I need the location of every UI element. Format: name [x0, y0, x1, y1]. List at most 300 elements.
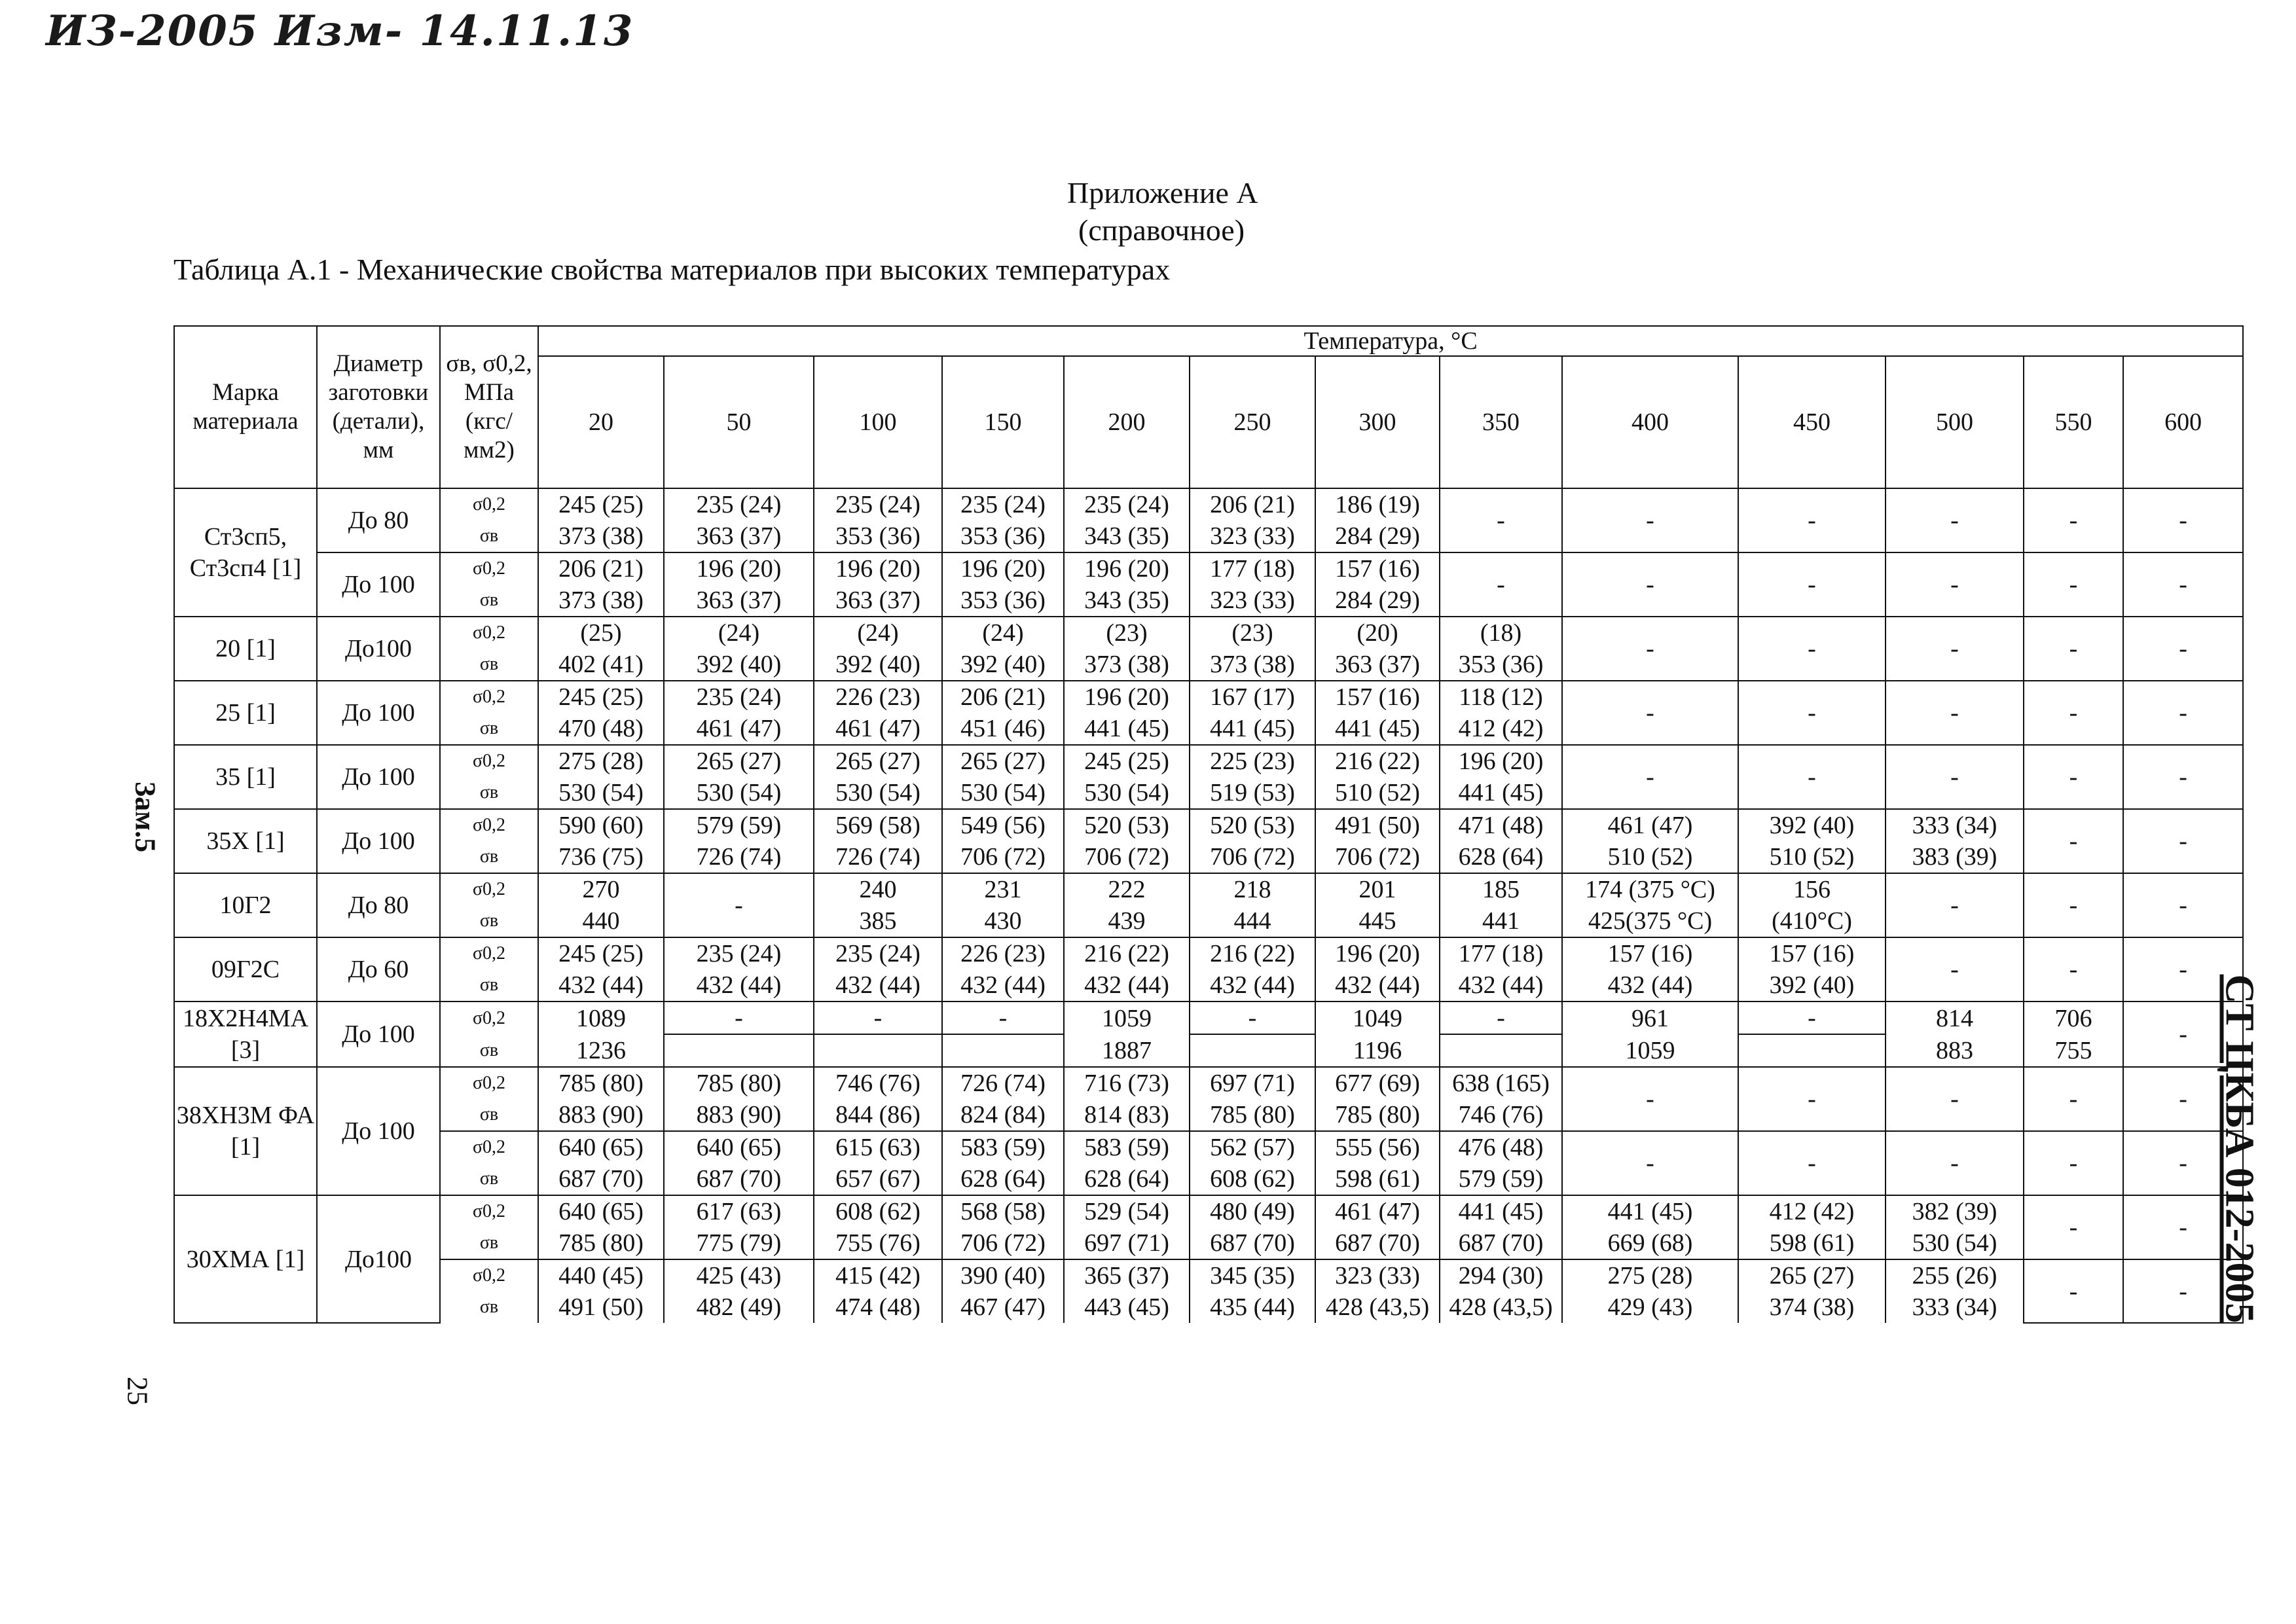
value-cell: - — [1886, 552, 2024, 617]
temperature-header: 250 — [1190, 356, 1315, 488]
value-cell: 275 (28) — [538, 745, 664, 777]
value-cell: 270 — [538, 873, 664, 905]
value-cell: 235 (24) — [814, 937, 942, 969]
value-cell: 353 (36) — [942, 520, 1064, 552]
value-cell: 343 (35) — [1064, 585, 1190, 617]
value-cell: 1887 — [1064, 1034, 1190, 1067]
value-cell: 451 (46) — [942, 713, 1064, 745]
material-grade: 35Х [1] — [174, 809, 317, 873]
value-cell: 755 (76) — [814, 1227, 942, 1259]
value-cell: 196 (20) — [942, 552, 1064, 585]
value-cell: 706 (72) — [942, 1227, 1064, 1259]
diameter-cell: До 100 — [317, 552, 440, 617]
property-label-yield: σ0,2 — [440, 1067, 538, 1099]
material-grade: 30ХМА [1] — [174, 1195, 317, 1323]
property-label-tensile: σв — [440, 1291, 538, 1323]
value-cell: 216 (22) — [1064, 937, 1190, 969]
value-cell: 697 (71) — [1064, 1227, 1190, 1259]
value-cell: - — [2123, 809, 2243, 873]
value-cell: 373 (38) — [1190, 649, 1315, 681]
value-cell: 245 (25) — [538, 488, 664, 520]
value-cell: - — [1738, 681, 1886, 745]
value-cell: 476 (48) — [1440, 1131, 1562, 1163]
value-cell: 245 (25) — [538, 681, 664, 713]
diameter-cell: До100 — [317, 617, 440, 681]
value-cell: - — [1738, 1001, 1886, 1034]
value-cell: 392 (40) — [814, 649, 942, 681]
value-cell: 402 (41) — [538, 649, 664, 681]
value-cell: (23) — [1064, 617, 1190, 649]
value-cell: 157 (16) — [1315, 681, 1440, 713]
value-cell: 706 (72) — [942, 841, 1064, 873]
table-row — [174, 1227, 2243, 1259]
property-label-tensile: σв — [440, 1163, 538, 1195]
value-cell: 240 — [814, 873, 942, 905]
value-cell: 640 (65) — [664, 1131, 814, 1163]
property-label-yield: σ0,2 — [440, 937, 538, 969]
value-cell: 428 (43,5) — [1315, 1291, 1440, 1323]
value-cell: 440 (45) — [538, 1259, 664, 1291]
header-grade: Марка материала — [174, 326, 317, 488]
value-cell: - — [1886, 1131, 2024, 1195]
value-cell: 415 (42) — [814, 1259, 942, 1291]
value-cell: 245 (25) — [1064, 745, 1190, 777]
value-cell: 444 — [1190, 905, 1315, 937]
value-cell: 323 (33) — [1190, 585, 1315, 617]
temperature-header: 600 — [2123, 356, 2243, 488]
value-cell: 628 (64) — [1440, 841, 1562, 873]
value-cell: 245 (25) — [538, 937, 664, 969]
property-label-tensile: σв — [440, 969, 538, 1001]
value-cell: 196 (20) — [1315, 937, 1440, 969]
property-label-yield: σ0,2 — [440, 617, 538, 649]
value-cell: 432 (44) — [1562, 969, 1738, 1001]
value-cell: 640 (65) — [538, 1131, 664, 1163]
value-cell: 628 (64) — [942, 1163, 1064, 1195]
value-cell: 432 (44) — [1315, 969, 1440, 1001]
value-cell: 530 (54) — [664, 777, 814, 809]
value-cell: 231 — [942, 873, 1064, 905]
table-row — [174, 1291, 2243, 1323]
value-cell: 1059 — [1562, 1034, 1738, 1067]
value-cell: - — [1738, 552, 1886, 617]
value-cell: 467 (47) — [942, 1291, 1064, 1323]
value-cell: 177 (18) — [1440, 937, 1562, 969]
value-cell: 510 (52) — [1315, 777, 1440, 809]
value-cell: 265 (27) — [942, 745, 1064, 777]
material-grade: 09Г2С — [174, 937, 317, 1001]
value-cell: 814 (83) — [1064, 1099, 1190, 1131]
value-cell: 471 (48) — [1440, 809, 1562, 841]
value-cell: 824 (84) — [942, 1099, 1064, 1131]
value-cell: 608 (62) — [814, 1195, 942, 1227]
value-cell: - — [2123, 1195, 2243, 1259]
property-label-tensile: σв — [440, 841, 538, 873]
value-cell: 432 (44) — [814, 969, 942, 1001]
value-cell: 345 (35) — [1190, 1259, 1315, 1291]
value-cell: 206 (21) — [1190, 488, 1315, 520]
table-body — [174, 488, 2243, 1323]
value-cell: 491 (50) — [538, 1291, 664, 1323]
value-cell: 706 (72) — [1190, 841, 1315, 873]
value-cell: - — [2024, 1259, 2123, 1323]
value-cell — [1190, 1034, 1315, 1067]
property-label-yield: σ0,2 — [440, 552, 538, 585]
value-cell: 562 (57) — [1190, 1131, 1315, 1163]
value-cell: - — [2024, 681, 2123, 745]
value-cell: 439 — [1064, 905, 1190, 937]
property-label-yield: σ0,2 — [440, 873, 538, 905]
value-cell: 284 (29) — [1315, 585, 1440, 617]
value-cell: 294 (30) — [1440, 1259, 1562, 1291]
value-cell: 432 (44) — [1440, 969, 1562, 1001]
value-cell: 425 (43) — [664, 1259, 814, 1291]
value-cell: 775 (79) — [664, 1227, 814, 1259]
value-cell: 383 (39) — [1886, 841, 2024, 873]
value-cell: 432 (44) — [664, 969, 814, 1001]
table-row — [174, 681, 2243, 713]
value-cell: - — [1886, 617, 2024, 681]
value-cell: 333 (34) — [1886, 809, 2024, 841]
value-cell: 726 (74) — [814, 841, 942, 873]
value-cell: 275 (28) — [1562, 1259, 1738, 1291]
value-cell: 640 (65) — [538, 1195, 664, 1227]
value-cell: 392 (40) — [664, 649, 814, 681]
material-grade: Ст3сп5, Ст3сп4 [1] — [174, 488, 317, 617]
value-cell: - — [2024, 873, 2123, 937]
value-cell: - — [1738, 617, 1886, 681]
value-cell: 196 (20) — [814, 552, 942, 585]
diameter-cell: До 80 — [317, 488, 440, 552]
value-cell: 425(375 °С) — [1562, 905, 1738, 937]
value-cell: 443 (45) — [1064, 1291, 1190, 1323]
value-cell: 441 (45) — [1315, 713, 1440, 745]
value-cell: 687 (70) — [664, 1163, 814, 1195]
property-label-yield: σ0,2 — [440, 1001, 538, 1034]
table-row — [174, 1034, 2243, 1067]
value-cell: - — [1440, 1001, 1562, 1034]
value-cell: 392 (40) — [1738, 809, 1886, 841]
table-row — [174, 937, 2243, 969]
table-row — [174, 488, 2243, 520]
value-cell: 519 (53) — [1190, 777, 1315, 809]
value-cell: 363 (37) — [664, 520, 814, 552]
value-cell: - — [1440, 488, 1562, 552]
value-cell: 196 (20) — [1064, 681, 1190, 713]
value-cell: 235 (24) — [942, 488, 1064, 520]
temperature-header: 300 — [1315, 356, 1440, 488]
value-cell: 687 (70) — [1440, 1227, 1562, 1259]
value-cell: 785 (80) — [1190, 1099, 1315, 1131]
value-cell: 385 — [814, 905, 942, 937]
value-cell: - — [2024, 1195, 2123, 1259]
change-mark: Зам.5 — [129, 781, 162, 853]
handwritten-note: ИЗ-2005 Изм- 14.11.13 — [46, 7, 634, 56]
temperature-header: 400 — [1562, 356, 1738, 488]
value-cell: 201 — [1315, 873, 1440, 905]
value-cell: - — [1738, 1067, 1886, 1131]
value-cell: 520 (53) — [1064, 809, 1190, 841]
value-cell: 474 (48) — [814, 1291, 942, 1323]
value-cell: 1196 — [1315, 1034, 1440, 1067]
value-cell: 883 (90) — [538, 1099, 664, 1131]
value-cell: - — [2123, 1131, 2243, 1195]
value-cell: 255 (26) — [1886, 1259, 2024, 1291]
appendix-type: (справочное) — [1078, 213, 1245, 247]
value-cell: 373 (38) — [538, 585, 664, 617]
value-cell: 441 (45) — [1440, 1195, 1562, 1227]
value-cell: 157 (16) — [1315, 552, 1440, 585]
value-cell: 216 (22) — [1315, 745, 1440, 777]
appendix-title: Приложение А — [1067, 176, 1258, 209]
value-cell: 225 (23) — [1190, 745, 1315, 777]
value-cell — [814, 1034, 942, 1067]
value-cell: 755 — [2024, 1034, 2123, 1067]
value-cell: 706 (72) — [1315, 841, 1440, 873]
value-cell: 669 (68) — [1562, 1227, 1738, 1259]
value-cell: 196 (20) — [1064, 552, 1190, 585]
value-cell: 265 (27) — [1738, 1259, 1886, 1291]
value-cell: - — [1886, 745, 2024, 809]
value-cell: 1089 — [538, 1001, 664, 1034]
value-cell: 530 (54) — [538, 777, 664, 809]
table-row — [174, 1195, 2243, 1227]
value-cell: 118 (12) — [1440, 681, 1562, 713]
value-cell: 746 (76) — [814, 1067, 942, 1099]
value-cell: - — [2123, 1001, 2243, 1067]
mechanical-properties-table — [173, 325, 2244, 1324]
value-cell: 529 (54) — [1064, 1195, 1190, 1227]
value-cell: - — [2123, 617, 2243, 681]
temperature-header: 450 — [1738, 356, 1886, 488]
value-cell: 657 (67) — [814, 1163, 942, 1195]
material-grade: 25 [1] — [174, 681, 317, 745]
value-cell: 177 (18) — [1190, 552, 1315, 585]
table-row — [174, 809, 2243, 841]
value-cell: 218 — [1190, 873, 1315, 905]
table-row — [174, 1131, 2243, 1163]
value-cell: - — [1562, 745, 1738, 809]
property-label-yield: σ0,2 — [440, 1131, 538, 1163]
value-cell: 374 (38) — [1738, 1291, 1886, 1323]
table-row — [174, 617, 2243, 649]
property-label-tensile: σв — [440, 713, 538, 745]
value-cell: - — [2024, 1131, 2123, 1195]
table-row — [174, 552, 2243, 585]
value-cell: 569 (58) — [814, 809, 942, 841]
value-cell: 235 (24) — [664, 488, 814, 520]
value-cell: (25) — [538, 617, 664, 649]
table-title: Таблица А.1 - Механические свойства материалов при высоких температурах — [173, 253, 1171, 286]
value-cell: 736 (75) — [538, 841, 664, 873]
value-cell: - — [2123, 552, 2243, 617]
value-cell: 482 (49) — [664, 1291, 814, 1323]
diameter-cell: До 100 — [317, 1001, 440, 1067]
value-cell: 726 (74) — [942, 1067, 1064, 1099]
value-cell: 598 (61) — [1738, 1227, 1886, 1259]
value-cell: 583 (59) — [1064, 1131, 1190, 1163]
value-cell: 461 (47) — [664, 713, 814, 745]
value-cell: 726 (74) — [664, 841, 814, 873]
value-cell: 638 (165) — [1440, 1067, 1562, 1099]
property-label-tensile: σв — [440, 520, 538, 552]
value-cell: 461 (47) — [1315, 1195, 1440, 1227]
temperature-header: 150 — [942, 356, 1064, 488]
value-cell: 785 (80) — [664, 1067, 814, 1099]
value-cell: 157 (16) — [1738, 937, 1886, 969]
table-row — [174, 745, 2243, 777]
value-cell: - — [2024, 1067, 2123, 1131]
value-cell: (20) — [1315, 617, 1440, 649]
property-label-tensile: σв — [440, 1099, 538, 1131]
value-cell: 196 (20) — [1440, 745, 1562, 777]
value-cell: - — [1440, 552, 1562, 617]
value-cell: - — [2123, 1259, 2243, 1323]
header-property-sigma: σв, σ0,2, — [446, 350, 532, 377]
value-cell: 206 (21) — [538, 552, 664, 585]
material-grade: 10Г2 — [174, 873, 317, 937]
value-cell: 814 — [1886, 1001, 2024, 1034]
value-cell: 687 (70) — [1190, 1227, 1315, 1259]
value-cell: 687 (70) — [1315, 1227, 1440, 1259]
value-cell: 1236 — [538, 1034, 664, 1067]
value-cell: - — [2024, 617, 2123, 681]
value-cell: 461 (47) — [1562, 809, 1738, 841]
property-label-yield: σ0,2 — [440, 488, 538, 520]
value-cell: - — [2123, 681, 2243, 745]
value-cell: 530 (54) — [1064, 777, 1190, 809]
value-cell: 1049 — [1315, 1001, 1440, 1034]
value-cell: 432 (44) — [1190, 969, 1315, 1001]
value-cell: 382 (39) — [1886, 1195, 2024, 1227]
value-cell: 373 (38) — [1064, 649, 1190, 681]
property-label-tensile: σв — [440, 585, 538, 617]
value-cell: 235 (24) — [664, 681, 814, 713]
value-cell: - — [2024, 488, 2123, 552]
value-cell: 445 — [1315, 905, 1440, 937]
value-cell: 785 (80) — [538, 1227, 664, 1259]
value-cell: 363 (37) — [1315, 649, 1440, 681]
value-cell: 441 (45) — [1440, 777, 1562, 809]
value-cell: 617 (63) — [664, 1195, 814, 1227]
value-cell: 844 (86) — [814, 1099, 942, 1131]
property-label-yield: σ0,2 — [440, 745, 538, 777]
value-cell: 628 (64) — [1064, 1163, 1190, 1195]
value-cell: 412 (42) — [1738, 1195, 1886, 1227]
header-property-units: МПа (кгс/ мм2) — [464, 379, 515, 463]
value-cell: 568 (58) — [942, 1195, 1064, 1227]
value-cell: - — [2024, 809, 2123, 873]
value-cell: 883 (90) — [664, 1099, 814, 1131]
temperature-header: 550 — [2024, 356, 2123, 488]
table-row — [174, 873, 2243, 905]
value-cell: 706 — [2024, 1001, 2123, 1034]
value-cell: 440 — [538, 905, 664, 937]
value-cell: - — [942, 1001, 1064, 1034]
value-cell: - — [1886, 488, 2024, 552]
value-cell: 549 (56) — [942, 809, 1064, 841]
value-cell: 353 (36) — [1440, 649, 1562, 681]
value-cell: 186 (19) — [1315, 488, 1440, 520]
page-number: 25 — [121, 1377, 154, 1405]
value-cell — [1738, 1034, 1886, 1067]
diameter-cell: До100 — [317, 1195, 440, 1323]
value-cell: 590 (60) — [538, 809, 664, 841]
value-cell: (24) — [814, 617, 942, 649]
value-cell: 461 (47) — [814, 713, 942, 745]
property-label-tensile: σв — [440, 905, 538, 937]
value-cell — [1440, 1034, 1562, 1067]
value-cell: 343 (35) — [1064, 520, 1190, 552]
value-cell: 265 (27) — [814, 745, 942, 777]
temperature-header: 500 — [1886, 356, 2024, 488]
value-cell: 530 (54) — [942, 777, 1064, 809]
value-cell: 353 (36) — [942, 585, 1064, 617]
value-cell: 333 (34) — [1886, 1291, 2024, 1323]
value-cell: 432 (44) — [1064, 969, 1190, 1001]
value-cell: 510 (52) — [1562, 841, 1738, 873]
property-label-tensile: σв — [440, 649, 538, 681]
table-row — [174, 1259, 2243, 1291]
value-cell: 480 (49) — [1190, 1195, 1315, 1227]
property-label-tensile: σв — [440, 1227, 538, 1259]
value-cell: - — [2123, 937, 2243, 1001]
value-cell: 222 — [1064, 873, 1190, 905]
value-cell: 392 (40) — [942, 649, 1064, 681]
value-cell: 530 (54) — [814, 777, 942, 809]
document-number: СТ ЦКБА 012-2005 — [2217, 974, 2262, 1324]
table-row — [174, 1067, 2243, 1099]
value-cell: 353 (36) — [814, 520, 942, 552]
property-label-tensile: σв — [440, 1034, 538, 1067]
value-cell: - — [1738, 488, 1886, 552]
value-cell: 432 (44) — [538, 969, 664, 1001]
property-label-yield: σ0,2 — [440, 1259, 538, 1291]
value-cell: 284 (29) — [1315, 520, 1440, 552]
value-cell: (23) — [1190, 617, 1315, 649]
value-cell: 373 (38) — [538, 520, 664, 552]
value-cell: 615 (63) — [814, 1131, 942, 1163]
value-cell: 510 (52) — [1738, 841, 1886, 873]
value-cell: 706 (72) — [1064, 841, 1190, 873]
header-diameter: Диаметр заготовки (детали), мм — [317, 326, 440, 488]
value-cell: 235 (24) — [664, 937, 814, 969]
value-cell: 216 (22) — [1190, 937, 1315, 969]
diameter-cell: До 100 — [317, 809, 440, 873]
table-row — [174, 1001, 2243, 1034]
value-cell: 412 (42) — [1440, 713, 1562, 745]
value-cell: 265 (27) — [664, 745, 814, 777]
diameter-cell: До 80 — [317, 873, 440, 937]
diameter-cell: До 100 — [317, 681, 440, 745]
value-cell: (24) — [664, 617, 814, 649]
value-cell: - — [1562, 1131, 1738, 1195]
value-cell: 430 — [942, 905, 1064, 937]
value-cell: 365 (37) — [1064, 1259, 1190, 1291]
diameter-cell: До 100 — [317, 745, 440, 809]
value-cell: 226 (23) — [814, 681, 942, 713]
value-cell: 226 (23) — [942, 937, 1064, 969]
value-cell: - — [2123, 745, 2243, 809]
value-cell: 235 (24) — [814, 488, 942, 520]
value-cell: 470 (48) — [538, 713, 664, 745]
value-cell: 491 (50) — [1315, 809, 1440, 841]
value-cell: 716 (73) — [1064, 1067, 1190, 1099]
value-cell: 746 (76) — [1440, 1099, 1562, 1131]
value-cell: - — [1738, 1131, 1886, 1195]
value-cell: 156 — [1738, 873, 1886, 905]
material-grade: 35 [1] — [174, 745, 317, 809]
